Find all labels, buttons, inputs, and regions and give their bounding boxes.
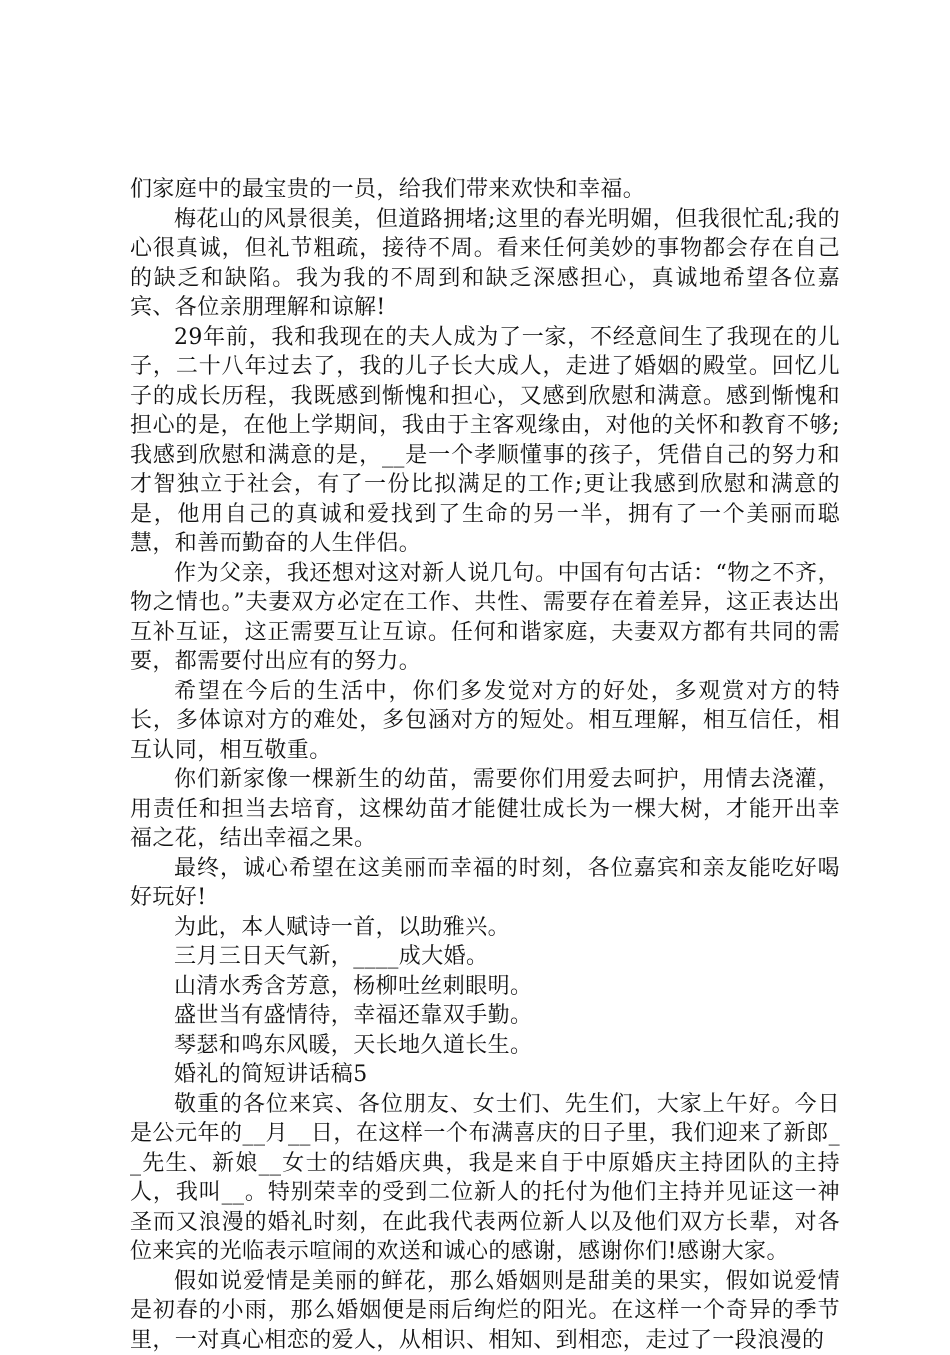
poem-intro: 为此，本人赋诗一首，以助雅兴。: [130, 913, 840, 943]
poem-line-4: 琴瑟和鸣东风暖，天长地久道长生。: [130, 1031, 840, 1061]
paragraph-closing: 最终，诚心希望在这美丽而幸福的时刻，各位嘉宾和亲友能吃好喝好玩好!: [130, 854, 840, 913]
paragraph-son: 29年前，我和我现在的夫人成为了一家，不经意间生了我现在的儿子，二十八年过去了，我的儿子长大成人，走进了婚姻的殿堂。回忆儿子的成长历程，我既感到惭愧和担心，又感到欣慰和满意。感到惭愧和担心的是，在他上学期间，我由于主客观缘由，对他的关怀和教育不够;我感到欣慰和满意的是，__是一个孝顺懂事的孩子，凭借自己的努力和才智独立于社会，有了一份比拟满足的工作;更让我感到欣慰和满意的是，他用自己的真诚和爱找到了生命的另一半，拥有了一个美丽而聪慧，和善而勤奋的人生伴侣。: [130, 323, 840, 559]
poem-line-2: 山清水秀含芳意，杨柳吐丝刺眼明。: [130, 972, 840, 1002]
paragraph-host-greeting: 敬重的各位来宾、各位朋友、女士们、先生们，大家上午好。今日是公元年的__月__日，在这样一个布满喜庆的日子里，我们迎来了新郎__先生、新娘__女士的结婚庆典，我是来自于中原婚庆主持团队的主持人，我叫__。特别荣幸的受到二位新人的托付为他们主持并见证这一神圣而又浪漫的婚礼时刻，在此我代表两位新人以及他们双方长辈，对各位来宾的光临表示喧闹的欢送和诚心的感谢，感谢你们!感谢大家。: [130, 1090, 840, 1267]
paragraph-hope: 希望在今后的生活中，你们多发觉对方的好处，多观赏对方的特长，多体谅对方的难处，多包涵对方的短处。相互理解，相互信任，相互认同，相互敬重。: [130, 677, 840, 766]
poem-line-3: 盛世当有盛情待，幸福还靠双手勤。: [130, 1001, 840, 1031]
paragraph-continuation: 们家庭中的最宝贵的一员，给我们带来欢快和幸福。: [130, 175, 840, 205]
poem-line-1: 三月三日天气新，____成大婚。: [130, 942, 840, 972]
paragraph-love-metaphor: 假如说爱情是美丽的鲜花，那么婚姻则是甜美的果实，假如说爱情是初春的小雨，那么婚姻便是雨后绚烂的阳光。在这样一个奇异的季节里，一对真心相恋的爱人，从相识、相知、到相恋，走过了一段浪漫的: [130, 1267, 840, 1355]
document-page: [130, 175, 840, 1355]
section-title: 婚礼的简短讲话稿5: [130, 1060, 840, 1090]
paragraph-scenery: 梅花山的风景很美，但道路拥堵;这里的春光明媚，但我很忙乱;我的心很真诚，但礼节粗疏，接待不周。看来任何美妙的事物都会存在自己的缺乏和缺陷。我为我的不周到和缺乏深感担心，真诚地希望各位嘉宾、各位亲朋理解和谅解!: [130, 205, 840, 323]
paragraph-seedling: 你们新家像一棵新生的幼苗，需要你们用爱去呵护，用情去浇灌，用责任和担当去培育，这棵幼苗才能健壮成长为一棵大树，才能开出幸福之花，结出幸福之果。: [130, 765, 840, 854]
paragraph-advice: 作为父亲，我还想对这对新人说几句。中国有句古话：“物之不齐，物之情也。”夫妻双方必定在工作、共性、需要存在着差异，这正表达出互补互证，这正需要互让互谅。任何和谐家庭，夫妻双方都有共同的需要，都需要付出应有的努力。: [130, 559, 840, 677]
